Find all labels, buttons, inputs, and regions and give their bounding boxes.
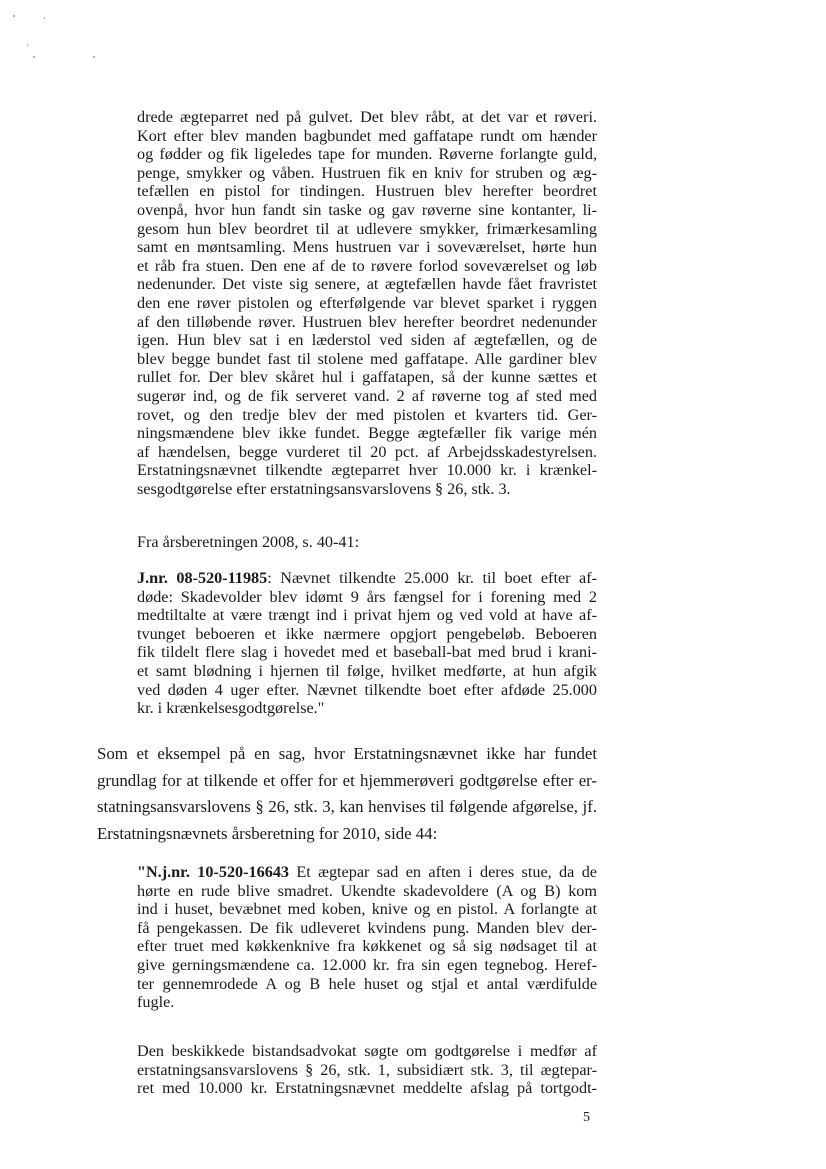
source-reference: Fra årsberetningen 2008, s. 40-41: [137, 533, 360, 551]
text-line: tvunget beboeren et ikke nærmere opgjort pengebeløb. Beboeren [137, 624, 597, 643]
text-line: penge, smykker og våben. Hustruen fik en kniv for struben og æg- [137, 163, 597, 182]
text-line: give gerningsmændene ca. 12.000 kr. fra sin egen tegnebog. Heref- [137, 955, 597, 974]
text-line: fik tildelt flere slag i hovedet med et baseball-bat med brud i krani- [137, 643, 597, 662]
text-line: sugerør ind, og de fik serveret vand. 2 af røverne tog af sted med [137, 386, 597, 405]
text-line: gesom hun blev beordret til at udlevere smykker, frimærkesamling [137, 219, 597, 238]
text-line-rest: : Nævnet tilkendte 25.000 kr. til boet efter af- [267, 569, 597, 587]
text-line: Kort efter blev manden bagbundet med gaffatape rundt om hænder [137, 126, 597, 145]
text-line: kr. i krænkelsesgodtgørelse." [137, 699, 325, 718]
text-line: ind i huset, bevæbnet med koben, knive og en pistol. A forlangte at [137, 900, 597, 919]
text-line: sesgodtgørelse efter erstatningsansvarslovens § 26, stk. 3. [137, 479, 511, 498]
text-line: ter gennemrodede A og B hele huset og stjal et antal værdifulde [137, 974, 597, 993]
case-text-block-1 [137, 108, 597, 498]
case-text-block-3 [137, 863, 597, 1012]
page-number: 5 [583, 1110, 590, 1125]
text-line [137, 863, 597, 882]
text-line: af den tilløbende røver. Hustruen blev herefter beordret nedenunder [137, 312, 597, 331]
text-line: ved døden 4 uger efter. Nævnet tilkendte boet efter afdøde 25.000 [137, 680, 597, 699]
text-line: medtiltalte at være trængt ind i privat hjem og ved vold at have af- [137, 606, 597, 625]
text-line: grundlag for at tilkende et offer for et hjemmerøveri godtgørelse efter er- [97, 770, 597, 790]
text-line: igen. Hun blev sat i en læderstol ved siden af ægtefællen, og de [137, 331, 597, 350]
text-line: ret med 10.000 kr. Erstatningsnævnet meddelte afslag på tortgodt- [137, 1079, 597, 1098]
main-paragraph [97, 741, 597, 847]
text-line: den ene røver pistolen og efterfølgende var blevet sparket i ryggen [137, 293, 597, 312]
text-line: samt en møntsamling. Mens hustruen var i soveværelset, hørte hun [137, 238, 597, 257]
text-line: rullet for. Der blev skåret hul i gaffatapen, så der kunne sættes et [137, 368, 597, 387]
text-line: rovet, og den tredje blev der med pistolen et kvarters tid. Ger- [137, 405, 597, 424]
text-line: Erstatningsnævnets årsberetning for 2010, side 44: [97, 823, 438, 843]
text-line: og fødder og fik ligeledes tape for munden. Røverne forlangte guld, [137, 145, 597, 164]
text-line: Erstatningsnævnet tilkendte ægteparret hver 10.000 kr. i krænkel- [137, 461, 597, 480]
text-line: blev begge bundet fast til stolene med gaffatape. Alle gardiner blev [137, 349, 597, 368]
case-text-block-4 [137, 1042, 597, 1098]
text-line: af hændelsen, begge vurderet til 20 pct. af Arbejdsskadestyrelsen. [137, 442, 597, 461]
text-line: hørte en rude blive smadret. Ukendte skadevoldere (A og B) kom [137, 881, 597, 900]
text-line: ovenpå, hvor hun fandt sin taske og gav røverne sine kontanter, li- [137, 200, 597, 219]
text-line: statningsansvarslovens § 26, stk. 3, kan henvises til følgende afgørelse, jf. [97, 797, 597, 817]
text-line: få pengekassen. De fik udleveret kvindens pung. Manden blev der- [137, 918, 597, 937]
text-line: et samt blødning i hjernen til følge, hvilket medførte, at hun afgik [137, 661, 597, 680]
text-line: Som et eksempel på en sag, hvor Erstatningsnævnet ikke har fundet [97, 744, 597, 763]
case-reference: J.nr. 08-520-11985 [137, 569, 268, 587]
text-line: erstatningsansvarslovens § 26, stk. 1, subsidiært stk. 3, til ægtepar- [137, 1060, 597, 1079]
text-line [137, 569, 597, 588]
text-line: et råb fra stuen. Den ene af de to røvere forlod soveværelset og løb [137, 256, 597, 275]
text-line: døde: Skadevolder blev idømt 9 års fængsel for i forening med 2 [137, 587, 597, 606]
text-line-rest: Et ægtepar sad en aften i deres stue, da de [289, 863, 597, 881]
text-line: drede ægteparret ned på gulvet. Det blev råbt, at det var et røveri. [137, 108, 597, 126]
text-line: Den beskikkede bistandsadvokat søgte om godtgørelse i medfør af [137, 1042, 597, 1060]
text-line: efter truet med køkkenknive fra køkkenet og så sig nødsaget til at [137, 937, 597, 956]
text-line: fugle. [137, 993, 175, 1012]
case-text-block-2 [137, 569, 597, 718]
text-line: ningsmændene blev ikke fundet. Begge ægtefæller fik varige mén [137, 424, 597, 443]
text-line: nedenunder. Det viste sig senere, at ægtefællen havde fået fravristet [137, 275, 597, 294]
text-line: tefællen en pistol for tindingen. Hustruen blev herefter beordret [137, 182, 597, 201]
case-reference: "N.j.nr. 10-520-16643 [137, 863, 290, 881]
